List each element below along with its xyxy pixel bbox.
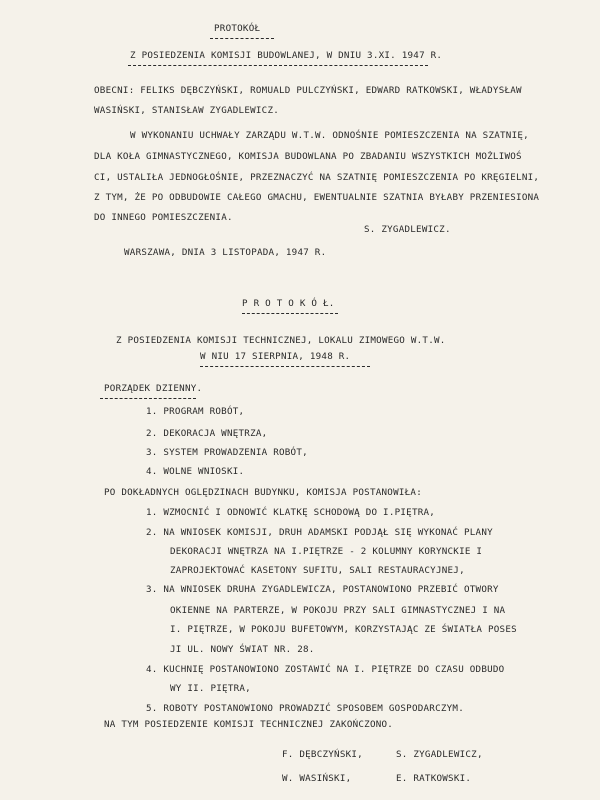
protocol1-place-date: WARSZAWA, DNIA 3 LISTOPADA, 1947 R.: [124, 247, 327, 258]
protocol1-attendees-line-1: OBECNI: FELIKS DĘBCZYŃSKI, ROMUALD PULCZYŃSKI, EDWARD RATKOWSKI, WŁADYSŁAW: [94, 85, 522, 96]
decision-4-line-1: 4. KUCHNIĘ POSTANOWIONO ZOSTAWIĆ NA I. PIĘTRZE DO CZASU ODBUDO: [146, 664, 505, 675]
agenda-item-1: 1. PROGRAM ROBÓT,: [146, 406, 245, 417]
closing-line: NA TYM POSIEDZENIE KOMISJI TECHNICZNEJ ZAKOŃCZONO.: [104, 719, 394, 730]
agenda-item-4: 4. WOLNE WNIOSKI.: [146, 466, 245, 477]
protocol1-body-line-1: W WYKONANIU UCHWAŁY ZARZĄDU W.T.W. ODNOŚNIE POMIESZCZENIA NA SZATNIĘ,: [130, 130, 529, 141]
decisions-intro: PO DOKŁADNYCH OGLĘDZINACH BUDYNKU, KOMISJA POSTANOWIŁA:: [104, 487, 422, 498]
decision-3-line-2: OKIENNE NA PARTERZE, W POKOJU PRZY SALI GIMNASTYCZNEJ I NA: [170, 605, 506, 616]
protocol1-subtitle-underline: [128, 65, 428, 66]
protocol1-title-underline: [210, 38, 274, 39]
signature-wasinski: W. WASIŃSKI,: [282, 773, 352, 784]
signature-zygadlewicz: S. ZYGADLEWICZ,: [396, 749, 483, 760]
decision-2-line-2: DEKORACJI WNĘTRZA NA I.PIĘTRZE - 2 KOLUMNY KORYNCKIE I: [170, 546, 483, 557]
signature-debczynski: F. DĘBCZYŃSKI,: [282, 749, 363, 760]
agenda-label: PORZĄDEK DZIENNY.: [104, 383, 203, 394]
protocol2-subtitle-underline: [200, 366, 370, 367]
decision-3-line-4: JI UL. NOWY ŚWIAT NR. 28.: [170, 644, 315, 655]
protocol1-signature: S. ZYGADLEWICZ.: [364, 224, 451, 235]
decision-4-line-2: WY II. PIĘTRA,: [170, 683, 251, 694]
signature-ratkowski: E. RATKOWSKI.: [396, 773, 472, 784]
protocol1-body-line-5: DO INNEGO POMIESZCZENIA.: [94, 212, 233, 223]
protocol2-title-underline: [242, 313, 338, 314]
protocol1-body-line-2: DLA KOŁA GIMNASTYCZNEGO, KOMISJA BUDOWLANA PO ZBADANIU WSZYSTKICH MOŻLIWOŚ: [94, 151, 522, 162]
protocol1-attendees-line-2: WASIŃSKI, STANISŁAW ZYGADLEWICZ.: [94, 105, 280, 116]
agenda-item-3: 3. SYSTEM PROWADZENIA ROBÓT,: [146, 447, 308, 458]
decision-2-line-1: 2. NA WNIOSEK KOMISJI, DRUH ADAMSKI PODJĄŁ SIĘ WYKONAĆ PLANY: [146, 527, 493, 538]
protocol1-body-line-4: Z TYM, ŻE PO ODBUDOWIE CAŁEGO GMACHU, EWENTUALNIE SZATNIA BYŁABY PRZENIESIONA: [94, 192, 540, 203]
decision-1: 1. WZMOCNIĆ I ODNOWIĆ KLATKĘ SCHODOWĄ DO I.PIĘTRA,: [146, 507, 436, 518]
agenda-label-underline: [100, 398, 196, 399]
decision-3-line-1: 3. NA WNIOSEK DRUHA ZYGADLEWICZA, POSTANOWIONO PRZEBIĆ OTWORY: [146, 584, 499, 595]
decision-5: 5. ROBOTY POSTANOWIONO PROWADZIĆ SPOSOBEM GOSPODARCZYM.: [146, 703, 464, 714]
protocol1-body-line-3: CI, USTALIŁA JEDNOGŁOŚNIE, PRZEZNACZYĆ NA SZATNIĘ POMIESZCZENIA PO KRĘGIELNI,: [94, 172, 540, 183]
protocol1-subtitle: Z POSIEDZENIA KOMISJI BUDOWLANEJ, W DNIU 3.XI. 1947 R.: [130, 50, 443, 61]
protocol2-subtitle-line-1: Z POSIEDZENIA KOMISJI TECHNICZNEJ, LOKALU ZIMOWEGO W.T.W.: [116, 335, 446, 346]
protocol2-title: P R O T O K Ó Ł.: [242, 298, 335, 309]
decision-3-line-3: I. PIĘTRZE, W POKOJU BUFETOWYM, KORZYSTAJĄC ZE ŚWIATŁA POSES: [170, 624, 517, 635]
protocol2-subtitle-line-2: W NIU 17 SIERPNIA, 1948 R.: [200, 351, 351, 362]
agenda-item-2: 2. DEKORACJA WNĘTRZA,: [146, 428, 268, 439]
protocol1-title: PROTOKÓŁ: [214, 23, 261, 34]
decision-2-line-3: ZAPROJEKTOWAĆ KASETONY SUFITU, SALI RESTAURACYJNEJ,: [170, 565, 465, 576]
